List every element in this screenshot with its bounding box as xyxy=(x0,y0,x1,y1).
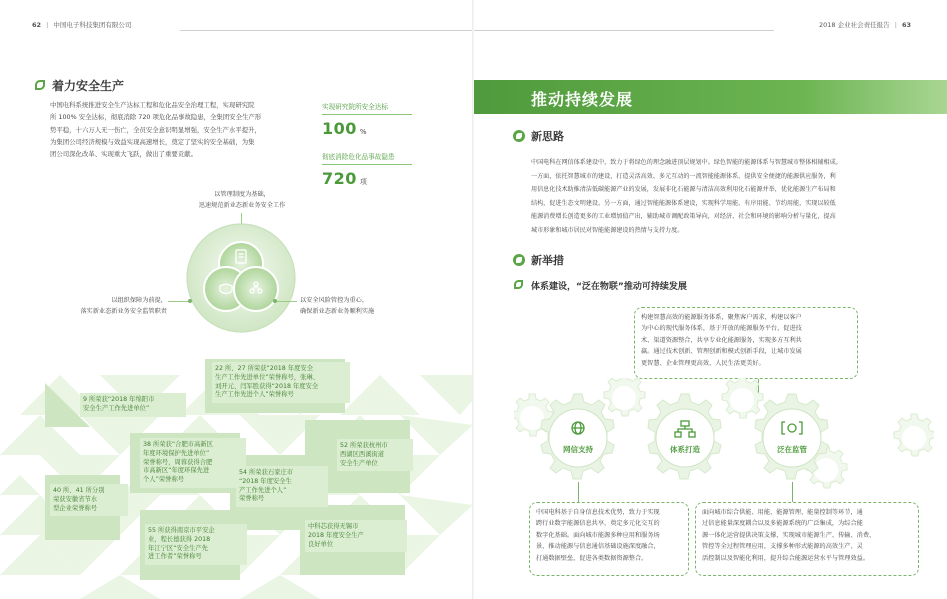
stat-divider xyxy=(322,164,412,165)
leaf-icon xyxy=(35,80,45,90)
award-box: 54 所荣获石家庄市 “2018 年度安全生 产工作先进个人” 荣誉称号 xyxy=(236,466,328,507)
award-box: 55 所获得南京市平安企 业，程长德获得 2018 年江宁区“安全生产先 进工作者”荣誉称号 xyxy=(145,524,247,565)
venn-caption-left: 以组织保障为前提， 落实新业态新业务安全监管职责 xyxy=(80,297,167,315)
venn-caption-top: 以管理制度为基础， 迅速规范新业态新业务安全工作 xyxy=(198,191,286,209)
leader-line xyxy=(168,301,190,302)
right-page xyxy=(474,0,947,599)
gears-diagram xyxy=(514,378,934,498)
gear-network-support xyxy=(541,394,614,479)
gear-ubiquitous-supervision xyxy=(755,394,828,479)
stat-value: 100 % xyxy=(322,119,368,138)
callout-energy-management: 面向城市综合供能、用能、能源管理、能量控制等环节，通 过信息能量深度耦合以及多能源系统的广泛集成，为综合能 源一体化运营提供决策支撑，实现城市能源生产、传输、消费、 管控等全过程管理应用，支撑多种形式能源的高效生产、灵 活控制以及智能化利用，提升综合能源运营水平与管理效益。 xyxy=(695,502,919,576)
leader-dot xyxy=(188,299,192,303)
intro-line: 团公司深化改革、实现重大飞跃，做出了重要贡献。 xyxy=(50,150,197,159)
intro-line: 为集团公司经济规模与效益实现高速增长，奠定了坚实的安全基础，为集 xyxy=(50,137,255,146)
venn-caption-right: 以安全风险管控为重心， 确保新业态新业务顺利实施 xyxy=(300,297,375,315)
stat-value: 720 项 xyxy=(322,169,368,188)
report-title: 2018 企业社会责任报告 xyxy=(819,21,890,29)
page-number-right: 63 xyxy=(901,21,912,29)
callout-service-system: 构建智慧高效的能源服务体系，聚焦客户需求，构建以客户 为中心的现代服务体系，基于开放的能源服务平台，促进技 术、渠道资源整合，共享专业化能源服务，实现多方互利共 赢。通过技术创新、管理创新和模式创新手段，让城市发展 更智慧、企业管理更高效、人民生活更美好。 xyxy=(634,307,858,379)
section-title-safety: 着力安全生产 xyxy=(52,79,125,93)
leader-dot xyxy=(273,299,277,303)
callout-data-sharing: 中国电科基于自身信息技术优势，致力于实现 跨行业数字能源信息共享，奠定多元化交互的 数字化基础。面向城市能源多种应用和服务场 景，推动能源与信息通信基础设施深度融合， 打通数据壁垒，促进各类数据资源整合。 xyxy=(529,502,689,576)
safety-intro xyxy=(50,99,300,160)
right-header: 2018 企业社会责任报告 | 63 xyxy=(819,21,912,29)
new-ideas-paragraph: 中国电科在网信体系建设中，致力于将绿色的理念融进顶层规划中。绿色智能的能源体系与智慧城市整体相辅相成。 一方面，依托智慧城市的建设，打造灵活高效、多元互动的一流智能能源体系，提供安全便捷的能源供应服务，利 用信息化技术助推清洁低碳能源产业的发展，发展非化石能源与清洁高效利用化石能源并举，优化能源生产布局和 结构，促进生态文明建设。另一方面，通过智能能源体系建设，实现科学用能、有序用能、节约用能，实现以较低 能源消费增长创造更多的工业增加值产出，辅助城市调配政策导向，对经济、社会和环境的影响分析与量化，提高 城市形象和城市居民对智能能源建设的热情与支持力度。 xyxy=(531,159,842,234)
stat-label: 彻底消除危化品事故隐患 xyxy=(322,153,395,161)
award-box: 中科芯获得无锡市 2018 年度安全生产 良好单位 xyxy=(305,520,407,552)
left-page xyxy=(0,0,473,599)
intro-line: 势平稳，十六万人无一伤亡，全员安全意识明显增强，安全生产水平提升， xyxy=(50,125,261,134)
new-ideas-title: 新思路 xyxy=(531,130,564,143)
venn-circle-right xyxy=(234,267,278,311)
decorative-gear xyxy=(722,378,763,418)
gear-label-supervision: 泛在监管 xyxy=(777,445,807,454)
banner-title: 推动持续发展 xyxy=(531,90,634,109)
new-measures-subtitle: 体系建设，“泛在物联”推动可持续发展 xyxy=(531,282,687,292)
header-rule xyxy=(474,30,774,31)
stat-safety-compliance xyxy=(322,101,422,138)
award-box: 22 所、27 所荣获“2018 年度安全 生产工作先进单位”荣誉称号，张琳、 刘开元、闫军胜获得“2018 年度安全 生产工作先进个人”荣誉称号 xyxy=(212,362,350,403)
left-header: 62 | 中国电子科技集团有限公司 xyxy=(32,21,132,29)
leaf-icon xyxy=(514,280,523,289)
gear-system-build xyxy=(648,394,721,479)
new-measures-title: 新举措 xyxy=(531,254,564,267)
gear-label-network-support: 网信支持 xyxy=(563,445,593,454)
header-rule xyxy=(180,30,473,31)
award-box: 38 所荣获“合肥市高新区 年度环境保护先进单位” 荣誉称号，周蓉获得合肥 市高新区“年度环保先进 个人”荣誉称号 xyxy=(140,438,246,488)
safety-venn-diagram xyxy=(176,223,306,333)
award-box: 9 所荣获“2018 年绵阳市 安全生产工作先进单位” xyxy=(80,393,186,417)
leaf-bullet-icon xyxy=(513,130,525,142)
page-number-left: 62 xyxy=(32,21,42,29)
award-box: 40 所、41 所分别 荣获安徽省节水 型企业荣誉称号 xyxy=(50,484,128,516)
org-name: 中国电子科技集团有限公司 xyxy=(53,21,132,29)
decorative-gear xyxy=(894,414,934,456)
award-box: 52 所荣获杭州市 西湖区西溪街道 安全生产单位 xyxy=(337,439,413,471)
stat-unit: 项 xyxy=(359,178,368,186)
leader-line xyxy=(275,301,297,302)
stat-label: 实现研究院所安全达标 xyxy=(322,103,388,111)
callout-connector xyxy=(578,482,579,504)
intro-line: 所 100% 安全达标，彻底消除 720 项危化品事故隐患，全集团安全生产形 xyxy=(50,113,262,122)
stat-hazard-elimination xyxy=(322,151,422,188)
stat-divider xyxy=(322,114,412,115)
intro-line: 中国电科系统推进安全生产达标工程和危化品安全治理工程，实现研究院 xyxy=(50,101,255,109)
decorative-gear xyxy=(604,378,645,416)
callout-connector xyxy=(792,482,793,504)
leaf-bullet-icon xyxy=(513,254,525,266)
gear-label-system-build: 体系打造 xyxy=(670,445,700,454)
stat-unit: % xyxy=(359,128,368,136)
